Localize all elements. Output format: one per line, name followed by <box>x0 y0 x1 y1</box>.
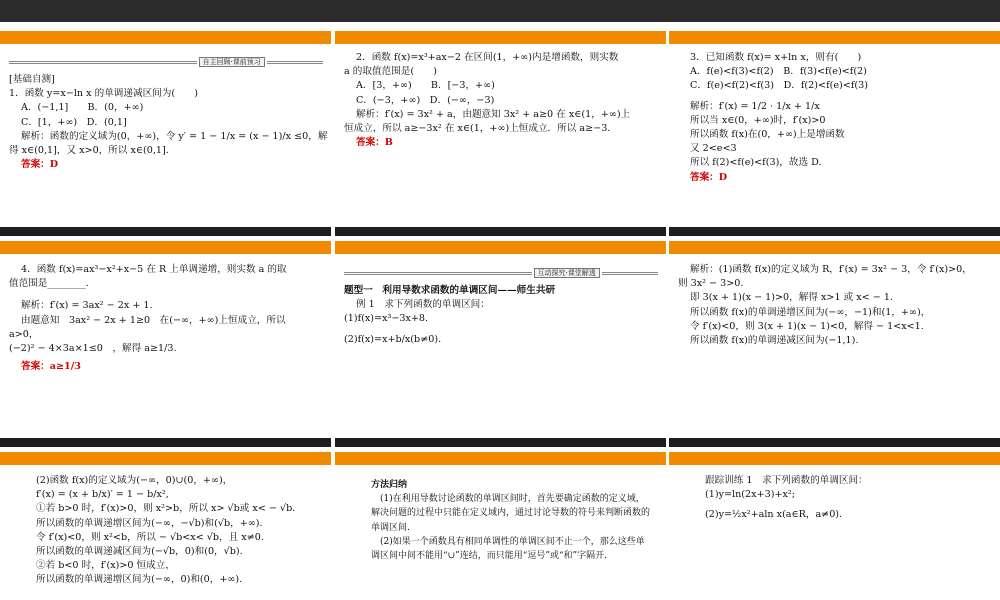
text-line: a 的取值范围是( ) <box>344 66 438 78</box>
section-header <box>344 268 658 278</box>
text-line: 所以函数 f(x)在(0，+∞)上是增函数 <box>690 129 845 141</box>
text-line: 得 x∈(0,1]，又 x>0，所以 x∈(0,1]. <box>9 145 169 157</box>
slide-2[interactable] <box>335 31 666 236</box>
slide-footer-bar <box>335 438 666 447</box>
text-paragraph: (1)在利用导数讨论函数的单调区间时，首先要确定函数的定义域，解决问题的过程中只能在定义域内，通过讨论导数的符号来判断函数的单调区间. <box>371 494 651 533</box>
slide-9[interactable] <box>669 452 1000 600</box>
section-label: 互动探究·课堂解透 <box>534 268 600 278</box>
slide-6[interactable] <box>669 241 1000 447</box>
slide-header-bar <box>0 241 331 254</box>
text-line: 则 3x² − 3>0. <box>678 278 744 290</box>
text-line: [基础自测] <box>9 74 55 85</box>
text-line: (2)函数 f(x)的定义域为(−∞，0)∪(0，+∞)， <box>36 475 233 486</box>
text-line: A．[3，+∞) B．[−3，+∞) <box>356 80 495 92</box>
text-line: 令 f′(x)<0，则 3(x + 1)(x − 1)<0，解得 − 1<x<1. <box>690 320 924 332</box>
top-bar <box>0 0 1000 22</box>
text-line: 所以当 x∈(0，+∞)时，f′(x)>0 <box>690 114 826 126</box>
heading: 题型一 利用导数求函数的单调区间——师生共研 <box>344 285 556 296</box>
text-line: 又 2<e<3 <box>690 143 737 155</box>
answer-line: 答案：D <box>21 159 59 171</box>
slide-header-bar <box>669 31 1000 44</box>
slide-footer-bar <box>669 227 1000 236</box>
method-title: 方法归纳 <box>371 480 408 490</box>
text-line: (−2)² − 4×3a×1≤0 ，解得 a≥1/3. <box>9 343 177 355</box>
text-line: ②若 b<0 时，f′(x)>0 恒成立， <box>36 560 175 572</box>
slide-header-bar <box>0 452 331 465</box>
slide-header-bar <box>0 31 331 44</box>
slide-4[interactable] <box>0 241 331 447</box>
text-line: 所以函数的单调递增区间为(−∞，0)和(0，+∞). <box>36 574 243 586</box>
analysis-line: 解析：f′(x) = 1/2 · 1/x + 1/x <box>690 100 820 112</box>
slide-1[interactable] <box>0 31 331 236</box>
analysis-line: 解析：f′(x) = 3ax² − 2x + 1. <box>21 300 153 312</box>
analysis-line: 解析：函数的定义域为(0，+∞)，令 y′ = 1 − 1/x = (x − 1)/x ≤0，解 <box>21 130 328 142</box>
slide-5[interactable] <box>335 241 666 447</box>
text-line: 所以 f(2)<f(e)<f(3)，故选 D. <box>690 157 822 169</box>
text-line: 2．函数 f(x)=x³+ax−2 在区间(1，+∞)内是增函数，则实数 <box>356 52 619 63</box>
text-line: 1．函数 y=x−ln x 的单调递减区间为( ) <box>9 88 199 100</box>
answer-line: 答案：B <box>356 137 393 149</box>
text-line: 所以函数的单调递减区间为(−√b，0)和(0，√b). <box>36 546 243 558</box>
text-line: (1)f(x)=x³−3x+8. <box>344 313 429 325</box>
slide-footer-bar <box>669 438 1000 447</box>
slide-header-bar <box>335 241 666 254</box>
text-line: C．(−3，+∞) D．(−∞，−3) <box>356 94 495 106</box>
text-line: ①若 b>0 时，f′(x)>0，则 x²>b，所以 x> √b或 x< − √b. <box>36 503 296 515</box>
text-line: 3．已知函数 f(x)= x+ln x，则有( ) <box>690 52 862 63</box>
text-line: 4．函数 f(x)=ax³−x²+x−5 在 R 上单调递增，则实数 a 的取 <box>21 264 287 275</box>
text-line: a>0， <box>9 328 39 340</box>
text-line: f′(x) = (x + b/x)′ = 1 − b/x², <box>36 489 169 501</box>
section-header <box>9 57 323 67</box>
text-line: (2)y=½x²+aln x(a∈R，a≠0). <box>705 509 843 521</box>
text-line: 值范围是________. <box>9 278 89 290</box>
slide-footer-bar <box>0 227 331 236</box>
answer-line: 答案：D <box>690 171 728 183</box>
slide-header-bar <box>669 241 1000 254</box>
text-line: 由题意知 3ax² − 2x + 1≥0 在(−∞，+∞)上恒成立，所以 <box>21 314 286 326</box>
slide-8[interactable] <box>335 452 666 600</box>
text-line: (1)y=ln(2x+3)+x²; <box>705 489 795 501</box>
text-line: 所以函数的单调递增区间为(−∞，−√b)和(√b，+∞). <box>36 517 263 529</box>
answer-line: 答案：a≥1/3 <box>21 361 81 373</box>
text-line: C．f(e)<f(2)<f(3) D．f(2)<f(e)<f(3) <box>690 80 868 92</box>
slide-footer-bar <box>0 438 331 447</box>
text-line: (2)f(x)=x+b/x(b≠0). <box>344 333 442 345</box>
slide-7[interactable] <box>0 452 331 600</box>
slide-3[interactable] <box>669 31 1000 236</box>
slide-header-bar <box>669 452 1000 465</box>
text-line: 令 f′(x)<0，则 x²<b，所以 − √b<x< √b，且 x≠0. <box>36 531 264 543</box>
analysis-line: 解析：(1)函数 f(x)的定义域为 R，f′(x) = 3x² − 3，令 f′(x)>0， <box>690 264 972 275</box>
section-label: 自主回顾·课前预习 <box>199 57 265 67</box>
text-line: A．(−1,1] B．(0，+∞) <box>21 102 144 114</box>
slide-header-bar <box>335 31 666 44</box>
text-line: 所以函数 f(x)的单调递增区间为(−∞，−1)和(1，+∞)， <box>690 306 931 318</box>
heading: 跟踪训练 1 求下列函数的单调区间： <box>705 475 868 486</box>
text-line: 恒成立，所以 a≥−3x² 在 x∈(1，+∞)上恒成立．所以 a≥−3. <box>344 123 611 135</box>
text-line: A．f(e)<f(3)<f(2) B．f(3)<f(e)<f(2) <box>690 66 867 78</box>
text-line: C．[1，+∞) D．(0,1] <box>21 116 127 128</box>
slide-header-bar <box>335 452 666 465</box>
text-line: 即 3(x + 1)(x − 1)>0，解得 x>1 或 x< − 1. <box>690 292 893 304</box>
analysis-line: 解析：f′(x) = 3x² + a，由题意知 3x² + a≥0 在 x∈(1，+∞)上 <box>356 108 631 120</box>
slide-footer-bar <box>335 227 666 236</box>
text-line: 例 1 求下列函数的单调区间： <box>356 299 490 311</box>
text-line: 所以函数 f(x)的单调递减区间为(−1,1). <box>690 335 859 347</box>
text-paragraph: (2)如果一个函数具有相同单调性的单调区间不止一个，那么这些单调区间中间不能用“∪”连结，而只能用“逗号”或“和”字隔开. <box>371 536 645 562</box>
